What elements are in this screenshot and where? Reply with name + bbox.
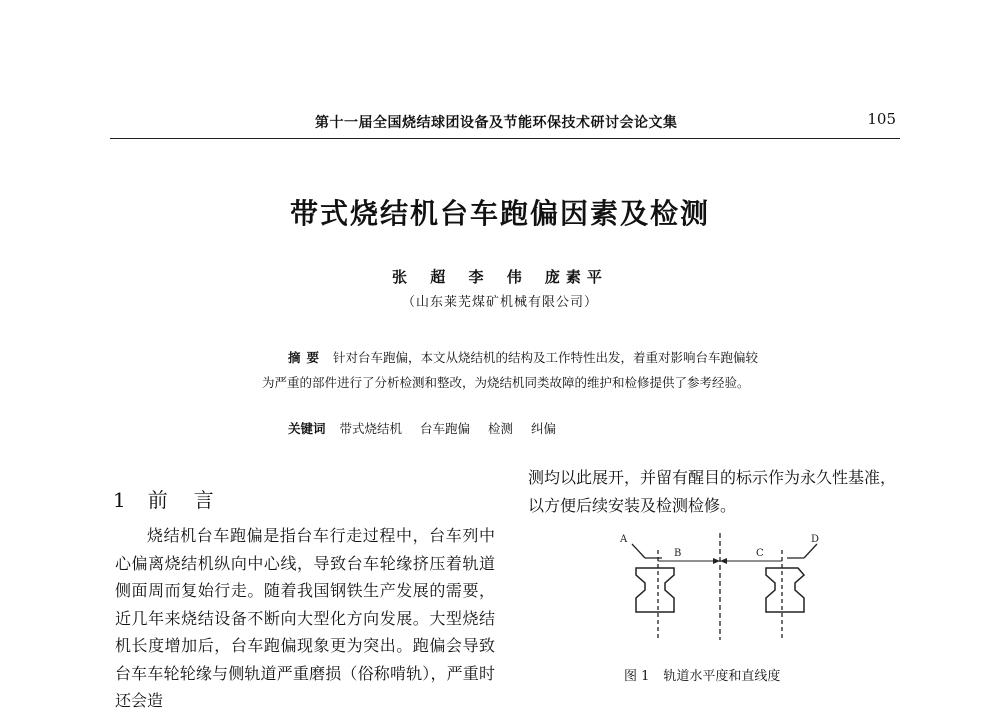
- right-column: [528, 464, 910, 519]
- abstract-text: 针对台车跑偏，本文从烧结机的结构及工作特性出发，着重对影响台车跑偏较为严重的部件进行了分析检测和整改，为烧结机同类故障的维护和检修提供了参考经验。: [262, 350, 759, 390]
- abstract-label: 摘要: [288, 350, 326, 365]
- rail-profile-right: [766, 568, 804, 612]
- body-text: 测均以此展开，并留有醒目的标示作为永久性基准，以方便后续安装及检测检修。: [528, 468, 897, 515]
- label-a: A: [620, 534, 628, 545]
- running-header: [110, 108, 900, 139]
- paper-title: 带式烧结机台车跑偏因素及检测: [289, 197, 710, 230]
- left-column: [115, 522, 495, 715]
- journal-title: 第十一届全国烧结球团设备及节能环保技术研讨会论文集: [315, 115, 678, 131]
- keywords-label: 关键词: [288, 421, 326, 436]
- rail-diagram: [600, 528, 830, 643]
- section-title: 前言: [147, 488, 240, 512]
- keyword: 台车跑偏: [420, 421, 471, 436]
- figure-number: 图 1: [624, 669, 650, 684]
- authors: 张 超 李 伟 庞素平: [392, 268, 608, 286]
- leader-line-d: [804, 544, 817, 558]
- keyword: 检测: [488, 421, 514, 436]
- rail-profile-left: [636, 568, 674, 612]
- keyword: 纠偏: [531, 421, 557, 436]
- affiliation: （山东莱芜煤矿机械有限公司）: [401, 295, 598, 310]
- abstract: [262, 345, 764, 395]
- body-paragraph: 烧结机台车跑偏是指台车行走过程中，台车列中心偏离烧结机纵向中心线，导致台车轮缘挤压着轨道侧面周而复始行走。随着我国钢铁生产发展的需要，近几年来烧结设备不断向大型化方向发展。大型烧结机长度增加后，台车跑偏现象更为突出。跑偏会导致台车车轮轮缘与侧轨道严重磨损（俗称啃轨），严重时还会造: [115, 526, 495, 710]
- figure-caption: [624, 665, 780, 684]
- leader-line-a: [632, 544, 645, 558]
- label-d: D: [811, 534, 820, 545]
- figure-caption-text: 轨道水平度和直线度: [663, 669, 781, 684]
- section-number: 1: [113, 488, 126, 512]
- dimension-arrow: [720, 558, 727, 564]
- page-number: 105: [867, 110, 896, 128]
- keywords: [288, 419, 570, 437]
- keyword: 带式烧结机: [339, 421, 403, 436]
- dimension-arrow: [713, 558, 720, 564]
- section-heading: [113, 484, 240, 513]
- label-c: C: [756, 548, 764, 559]
- label-b: B: [674, 548, 682, 559]
